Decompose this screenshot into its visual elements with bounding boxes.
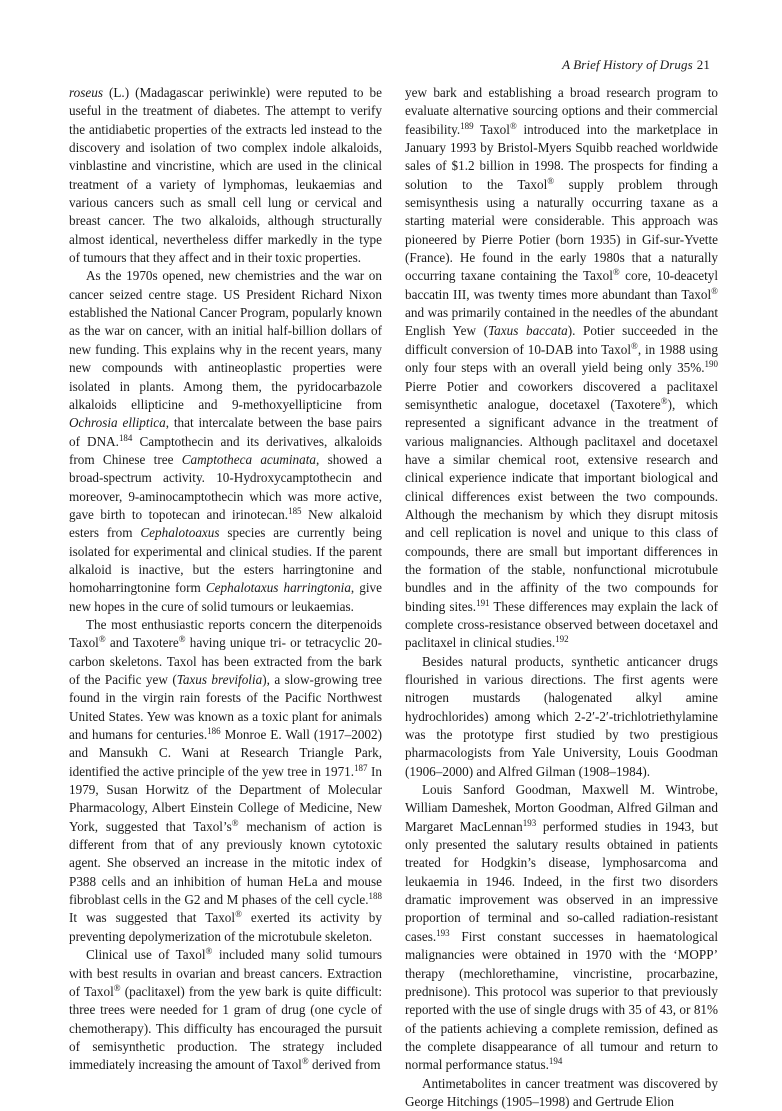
paragraph: As the 1970s opened, new chemistries and the war on cancer seized centre stage. US President Richard Nixon established the National Cancer Program, popularly known as the war on cancer, with an initial half-billion dollars of new funding. This explains why in the recent years, many new compounds with antineoplastic properties were isolated in plants. Among them, the pyridocarbazole alkaloids ellipticine and 9-methoxyellipticine from Ochrosia elliptica, that intercalate between the base pairs of DNA.$^{184}$ Camptothecin and its derivatives, alkaloids from Chinese tree Camptotheca acuminata, showed a broad-spectrum activity. 10-Hydroxycamptothecin and moreover, 9-aminocamptothecin which was more active, gave birth to topotecan and irinotecan.$^{185}$ New alkaloid esters from Cephalotoaxus species are currently being isolated for experimental and clinical studies. If the parent alkaloid is inactive, but the esters harringtonine and homoharringtonine form Cephalotaxus harringtonia, give new hopes in the cure of solid tumours or leukaemias. bbox=[69, 268, 383, 614]
right-column bbox=[405, 84, 718, 1111]
paragraph: Clinical use of Taxol® included many solid tumours with best results in ovarian and breast cancers. Extraction of Taxol® (paclitaxel) from the yew bark is quite difficult: three trees were needed for 1 gram of drug (one cycle of chemotherapy). This difficulty has encouraged the pursuit of semisynthetic production. The strategy included immediately increasing the amount of Taxol® derived from bbox=[69, 946, 382, 1073]
paragraph: The most enthusiastic reports concern the diterpenoids Taxol® and Taxotere® having unique tri- or tetracyclic 20-carbon skeletons. Taxol has been extracted from the bark of the Pacific yew (Taxus brevifolia), a slow-growing tree found in the virgin rain forests of the Pacific Northwest United States. Yew was known as a toxic plant for animals and humans for centuries.$^{186}$ Monroe E. Wall (1917–2002) and Mansukh C. Wani at Research Triangle Park, identified the active principle of the yew tree in 1971.$^{187}$ In 1979, Susan Horwitz of the Department of Molecular Pharmacology, Albert Einstein College of Medicine, New York, suggested that Taxol’s® mechanism of action is different from that of any previously known cytotoxic agent. She observed an increase in the mitotic index of P388 cells and an inhibition of human HeLa and mouse fibroblast cells in the G2 and M phases of the cell cycle.$^{188}$ It was suggested that Taxol® exerted its activity by preventing depolymerization of the microtubule skeleton. bbox=[69, 616, 383, 944]
page-number: 21 bbox=[696, 57, 710, 72]
running-title: A Brief History of Drugs bbox=[562, 57, 693, 72]
paragraph: Antimetabolites in cancer treatment was discovered by George Hitchings (1905–1998) and Gertrude Elion bbox=[405, 1075, 718, 1109]
paragraph: roseus (L.) (Madagascar periwinkle) were reputed to be useful in the treatment of diabetes. The attempt to verify the antidiabetic properties of the extracts led instead to the discovery and isolation of two complex indole alkaloids, vinblastine and vincristine, which are used in the clinical treatment of a variety of lymphomas, leukaemias and various cancers such as small cell lung or cervical and breast cancer. The two alkaloids, although structurally almost identical, nevertheless differ markedly in the type of tumours that they affect and in their toxic properties. bbox=[69, 85, 382, 266]
paragraph: Louis Sanford Goodman, Maxwell M. Wintrobe, William Dameshek, Morton Goodman, Alfred Gilman and Margaret MacLennan$^{193}$ performed studies in 1943, but only presented the salutary results obtained in patients treated for Hodgkin’s disease, lymphosarcoma and leukaemia in 1946. Indeed, in the first two disorders dramatic improvement was observed in an impressive proportion of terminal and so-called radiation-resistant cases.$^{193}$ First constant successes in haematological malignancies were obtained in 1970 with the ‘MOPP’ therapy (mechlorethamine, vincristine, procarbazine, prednisone). This protocol was superior to that previously reported with the use of single drugs with 35 of 43, or 81% of the patients achieving a complete remission, defined as the complete disappearance of all tumour and return to normal performance status.$^{194}$ bbox=[405, 782, 718, 1073]
paragraph: yew bark and establishing a broad research program to evaluate alternative sourcing options and their commercial feasibility.$^{189}$ Taxol® introduced into the marketplace in January 1993 by Bristol-Myers Squibb reached worldwide sales of $1.2 billion in 1998. The prospects for finding a solution to the Taxol® supply problem through semisynthesis using a naturally occurring taxane as a starting material were considerable. This approach was pioneered by Pierre Potier (born 1935) in Gif-sur-Yvette (France). He found in the early 1980s that a naturally occurring taxane containing the Taxol® core, 10-deacetyl baccatin III, was twenty times more abundant than Taxol® and was primarily contained in the needles of the abundant English Yew (Taxus baccata). Potier succeeded in the difficult conversion of 10-DAB into Taxol®, in 1988 using only four steps with an overall yield being only 35%.$^{190}$ Pierre Potier and coworkers discovered a paclitaxel semisynthetic analogue, docetaxel (Taxotere®), which represented a significant advance in the treatment of various malignancies. Although paclitaxel and docetaxel have a similar chemical root, extensive research and clinical experience indicate that important biological and clinical differences exist between the two compounds. Although the mechanism by which they disrupt mitosis and cell replication is novel and unique to this class of compounds, there are small but important differences in the formation of the stable, nonfunctional microtubule bundles and in the affinity of the two compounds for binding sites.$^{191}$ These differences may explain the lack of complete cross-resistance observed between docetaxel and paclitaxel in clinical studies.$^{192}$ bbox=[405, 85, 719, 651]
left-column bbox=[69, 84, 382, 1075]
running-header bbox=[562, 57, 710, 73]
paragraph: Besides natural products, synthetic anticancer drugs flourished in various directions. The first agents were nitrogen mustards (halogenated alkyl amine hydrochlorides) among which 2-2′-2′-trichlotriethylamine was the prototype first studied by two prestigious pharmacologists from Yale University, Louis Goodman (1906–2000) and Alfred Gilman (1908–1984). bbox=[405, 653, 718, 779]
